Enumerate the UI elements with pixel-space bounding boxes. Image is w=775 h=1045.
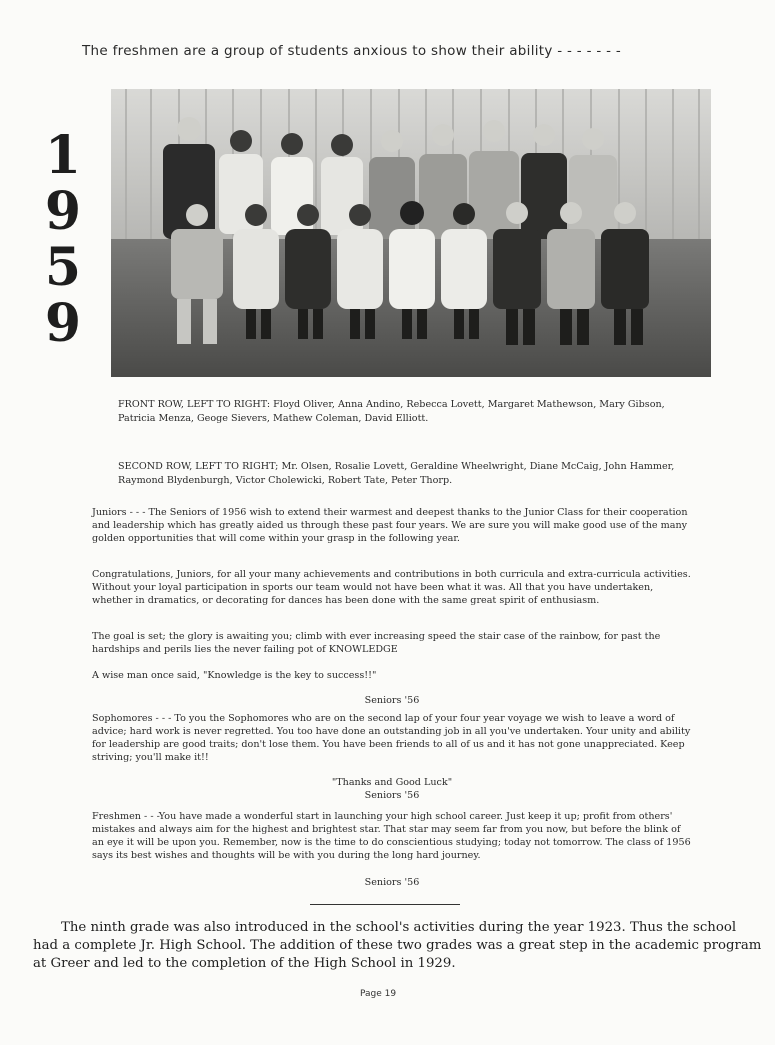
juniors-paragraph-1: Juniors - - - The Seniors of 1956 wish to extend their warmest and deepest thanks to the Junior Class for their cooperation and leadership which has greatly aided us through these past four years. We are sure you will make good use of the many golden opportunities that will come within your grasp in the following year.	[92, 507, 688, 544]
page-headline: The freshmen are a group of students anxious to show their ability - - - - - - -	[82, 43, 622, 59]
year-digit: 5	[44, 237, 82, 298]
page-number: Page 19	[360, 989, 397, 999]
caption-second-row: SECOND ROW, LEFT TO RIGHT; Mr. Olsen, Rosalie Lovett, Geraldine Wheelwright, Diane McCaig, John Hammer, Raymond Blydenburgh, Victor Cholewicki, Robert Tate, Peter Thorp.	[118, 461, 675, 486]
sophomores-signature: Seniors '56	[364, 790, 420, 801]
year-digit: 9	[44, 181, 82, 242]
year-digit: 1	[44, 125, 82, 186]
juniors-paragraph-3: The goal is set; the glory is awaiting you; climb with ever increasing speed the stair case of the rainbow, for past the hardships and perils lies the never failing pot of KNOWLEDGE	[92, 631, 661, 655]
year-vertical	[40, 125, 86, 354]
year-digit: 9	[44, 293, 82, 354]
freshmen-signature: Seniors '56	[364, 877, 420, 888]
caption-front-row: FRONT ROW, LEFT TO RIGHT: Floyd Oliver, Anna Andino, Rebecca Lovett, Margaret Mathewson, Mary Gibson, Patricia Menza, Geoge Sievers, Mathew Coleman, David Elliott.	[118, 399, 665, 424]
sophomores-paragraph: Sophomores - - - To you the Sophomores who are on the second lap of your four year voyage we wish to leave a word of advice; hard work is never regretted. You too have done an outstanding job in all you've undertaken. Your unity and ability for leadership are good traits; don't lose them. You have been friends to all of us and it has not gone unappreciated. Keep striving; you'll make it!!	[92, 713, 691, 763]
juniors-signature: Seniors '56	[364, 695, 420, 706]
juniors-paragraph-2: Congratulations, Juniors, for all your many achievements and contributions in both curricula and extra-curricula activities. Without your loyal participation in sports our team would not have been what it was. All that you have undertaken, whether in dramatics, or decorating for dances has been done with the same great spirit of enthusiasm.	[92, 569, 691, 606]
section-divider	[310, 904, 460, 905]
juniors-paragraph-4: A wise man once said, "Knowledge is the key to success!!"	[92, 670, 377, 681]
class-photo	[111, 89, 711, 377]
closing-paragraph: The ninth grade was also introduced in the school's activities during the year 1923. Thus the school had a complete Jr. High School. The addition of these two grades was a great step in the academic program at Greer and led to the completion of the High School in 1929.	[33, 920, 762, 971]
class-photo-image	[111, 89, 711, 377]
freshmen-paragraph: Freshmen - - -You have made a wonderful start in launching your high school career. Just keep it up; profit from others' mistakes and always aim for the highest and brightest star. That star may seem far from you now, but before the blink of an eye it will be upon you. Remember, now is the time to do conscientious studying; today not tomorrow. The class of 1956 says its best wishes and thoughts will be with you during the long hard journey.	[92, 811, 691, 861]
sophomores-quote: "Thanks and Good Luck"	[331, 777, 453, 788]
